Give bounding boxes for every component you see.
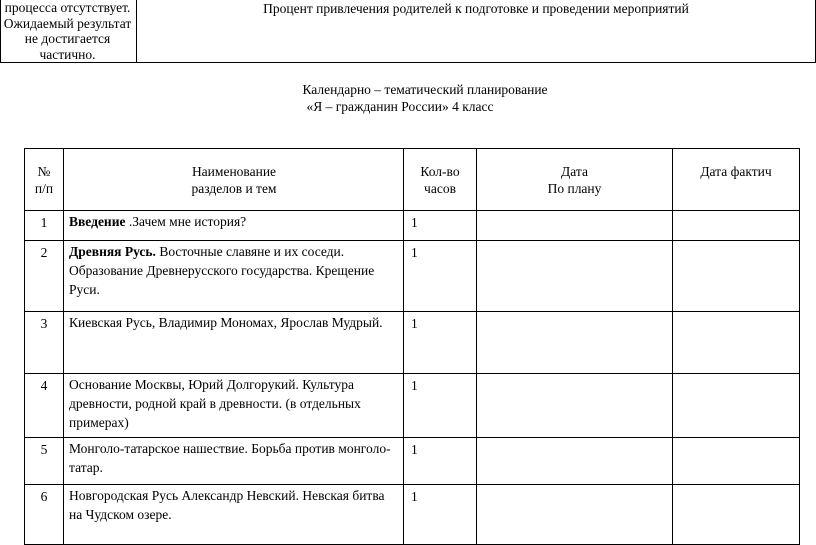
plan-title: Календарно – тематический планирование bbox=[302, 82, 548, 97]
row-topic-text: Киевская Русь, Владимир Мономах, Ярослав Мудрый. bbox=[69, 315, 383, 330]
header-name bbox=[64, 149, 404, 211]
criteria-line: процесса отсутствует. bbox=[4, 0, 131, 15]
row-num: 3 bbox=[25, 312, 64, 374]
row-hours: 1 bbox=[404, 241, 477, 312]
header-hours-line2: часов bbox=[424, 181, 456, 196]
criteria-line: Ожидаемый результат bbox=[3, 15, 132, 31]
header-name-line1: Наименование bbox=[191, 164, 277, 179]
row-plan-date bbox=[477, 485, 673, 545]
row-num: 6 bbox=[25, 485, 64, 545]
header-name-line2: разделов и тем bbox=[191, 181, 277, 196]
row-topic-text: Монголо-татарское нашествие. Борьба против монголо-татар. bbox=[69, 441, 391, 475]
row-plan-date bbox=[477, 312, 673, 374]
header-plan-line1: Дата bbox=[561, 164, 588, 179]
row-fact-date bbox=[673, 374, 800, 438]
top-table-fragment bbox=[0, 0, 816, 63]
table-row bbox=[25, 211, 800, 241]
header-hours bbox=[404, 149, 477, 211]
row-num: 4 bbox=[25, 374, 64, 438]
table-row bbox=[25, 374, 800, 438]
indicator-cell bbox=[137, 0, 816, 63]
header-plan-line2: По плану bbox=[547, 181, 602, 196]
table-row bbox=[25, 241, 800, 312]
plan-subtitle: «Я – гражданин России» 4 класс bbox=[306, 99, 494, 114]
row-topic-text: .Зачем мне история? bbox=[128, 214, 247, 229]
row-plan-date bbox=[477, 374, 673, 438]
row-num: 2 bbox=[25, 241, 64, 312]
row-fact-date bbox=[673, 211, 800, 241]
row-plan-date bbox=[477, 438, 673, 485]
header-plan-date bbox=[477, 149, 673, 211]
row-topic-text: Новгородская Русь Александр Невский. Невская битва на Чудском озере. bbox=[69, 488, 385, 522]
table-row bbox=[25, 312, 800, 374]
plan-table bbox=[24, 148, 800, 545]
row-plan-date bbox=[477, 211, 673, 241]
row-topic bbox=[64, 485, 404, 545]
header-num bbox=[25, 149, 64, 211]
row-hours: 1 bbox=[404, 211, 477, 241]
row-num: 5 bbox=[25, 438, 64, 485]
criteria-line: частично. bbox=[39, 46, 96, 62]
row-hours: 1 bbox=[404, 438, 477, 485]
row-topic bbox=[64, 312, 404, 374]
row-topic bbox=[64, 438, 404, 485]
header-fact-label: Дата фактич bbox=[700, 164, 772, 179]
table-header-row bbox=[25, 149, 800, 211]
table-row bbox=[25, 485, 800, 545]
row-fact-date bbox=[673, 241, 800, 312]
row-plan-date bbox=[477, 241, 673, 312]
row-topic-section: Древняя Русь. bbox=[69, 244, 156, 259]
row-topic bbox=[64, 241, 404, 312]
row-topic bbox=[64, 211, 404, 241]
header-hours-line1: Кол-во bbox=[420, 164, 460, 179]
row-fact-date bbox=[673, 312, 800, 374]
row-fact-date bbox=[673, 485, 800, 545]
indicator-text: Процент привлечения родителей к подготовке и проведении мероприятий bbox=[263, 1, 689, 16]
row-hours: 1 bbox=[404, 485, 477, 545]
row-topic-text: Основание Москвы, Юрий Долгорукий. Культура древности, родной край в древности. (в отдельных примерах) bbox=[69, 377, 361, 430]
table-row bbox=[25, 438, 800, 485]
row-fact-date bbox=[673, 438, 800, 485]
header-num-symbol: № bbox=[37, 164, 51, 179]
header-num-label: п/п bbox=[34, 181, 54, 196]
row-topic bbox=[64, 374, 404, 438]
row-topic-text: Восточные славяне и их соседи. Образование Древнерусского государства. Крещение Руси. bbox=[69, 244, 375, 297]
row-num: 1 bbox=[25, 211, 64, 241]
header-fact-date bbox=[673, 149, 800, 211]
criteria-line: не достигается bbox=[24, 31, 111, 46]
row-hours: 1 bbox=[404, 374, 477, 438]
row-topic-section: Введение bbox=[69, 214, 129, 229]
row-hours: 1 bbox=[404, 312, 477, 374]
criteria-cell bbox=[1, 0, 137, 63]
